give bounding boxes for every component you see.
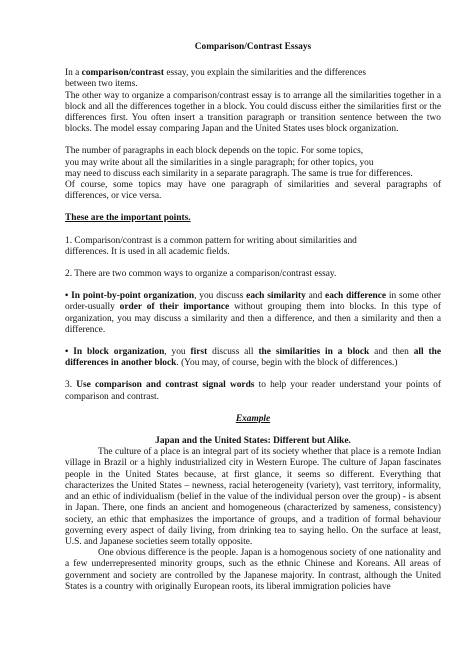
essay-paragraph-2: One obvious difference is the people. Japan is a homogenous society of one nationality and a few underrepresented minority groups, such as the ethnic Chinese and Koreans. All areas of government and society are controlled by the Japanese majority. In contrast, although the United States is a country with originally European roots, its liberal immigration policies have <box>65 548 441 592</box>
essay-paragraph-1: The culture of a place is an integral part of its society whether that place is a remote Indian village in Brazil or a highly industrialized city in Western Europe. The culture of Japan fascinates people in the United States because, at first glance, it seems so different. Everything that characterizes the United States – newness, racial heterogeneity (variety), vast territory, informality, and an ethic of individualism (belief in the value of the individual person over the group) - is absent in Japan. There, one finds an ancient and homogeneous (characterized by sameness, consistency) society, an ethic that emphasizes the importance of groups, and a tradition of formal behaviour governing every aspect of daily living, from drinking tea to saying hello. On the surface at least, U.S. and Japanese societies seem totally opposite. <box>65 447 441 547</box>
essay-title: Japan and the United States: Different but Alike. <box>155 436 351 447</box>
bullet-bold: all the differences in another block <box>65 347 441 369</box>
bullet-point-by-point <box>65 291 441 336</box>
intro-paragraph-2: The other way to organize a comparison/contrast essay is to arrange all the similarities together in a block and all the differences together in a block. You could discuss either the similarities first or the differences first. You often insert a transition paragraph or transition sentence between the two blocks. The model essay comparing Japan and the United States uses block organization. <box>65 90 441 135</box>
point-2: 2. There are two common ways to organize a comparison/contrast essay. <box>65 269 337 280</box>
point-1 <box>65 236 441 258</box>
bullet-bold: each similarity <box>246 291 306 302</box>
intro-line: may need to discuss each similarity in a separate paragraph. The same is true for differences. <box>65 168 413 179</box>
bullet-bold: each difference <box>325 291 387 302</box>
point-line: differences. It is used in all academic fields. <box>65 246 230 257</box>
intro-text: In a <box>65 68 82 79</box>
intro-text: essay, you explain the similarities and the differences <box>163 68 366 79</box>
points-heading: These are the important points. <box>65 213 191 224</box>
bullet-bold: first <box>190 347 208 358</box>
intro-paragraph-3 <box>65 146 441 180</box>
intro-bold-term: comparison/contrast <box>81 68 164 79</box>
example-heading: Example <box>235 413 271 424</box>
bullet-text: , you <box>164 347 191 358</box>
bullet-text: and <box>305 291 326 302</box>
intro-line: The number of paragraphs in each block depends on the topic. For some topics, <box>65 146 364 157</box>
bullet-text: , you discuss <box>194 291 247 302</box>
bullet-text: without grouping them into blocks. In this type of organization, you may discuss a similarity and then a difference, and then a similarity and then a difference. <box>65 302 441 335</box>
document-title: Comparison/Contrast Essays <box>194 42 312 52</box>
point-number: 3. <box>65 380 77 391</box>
bullet-lead: • In block organization <box>65 347 165 358</box>
intro-paragraph-4: Of course, some topics may have one paragraph of similarities and several paragraphs of differences, or vice versa. <box>65 180 441 202</box>
intro-paragraph-1 <box>65 68 441 90</box>
bullet-bold: order of their importance <box>119 302 230 313</box>
intro-line: you may write about all the similarities in a single paragraph; for other topics, you <box>65 157 374 168</box>
bullet-text: and then <box>369 347 414 358</box>
bullet-lead: • In point-by-point organization <box>65 291 195 302</box>
bullet-text: discuss all <box>207 347 259 358</box>
bullet-block-organization <box>65 347 441 369</box>
point-line: 1. Comparison/contrast is a common pattern for writing about similarities and <box>65 235 357 246</box>
point-bold: Use comparison and contrast signal words <box>76 380 255 391</box>
point-text: to help your reader understand your points of comparison and contrast. <box>65 380 441 402</box>
bullet-text: in some other order-usually <box>65 291 441 313</box>
document-page <box>65 42 441 593</box>
bullet-text: . (You may, of course, begin with the block of differences.) <box>176 358 398 369</box>
bullet-bold: the similarities in a block <box>258 347 370 358</box>
point-3 <box>65 380 441 402</box>
intro-text: between two items. <box>65 79 138 90</box>
